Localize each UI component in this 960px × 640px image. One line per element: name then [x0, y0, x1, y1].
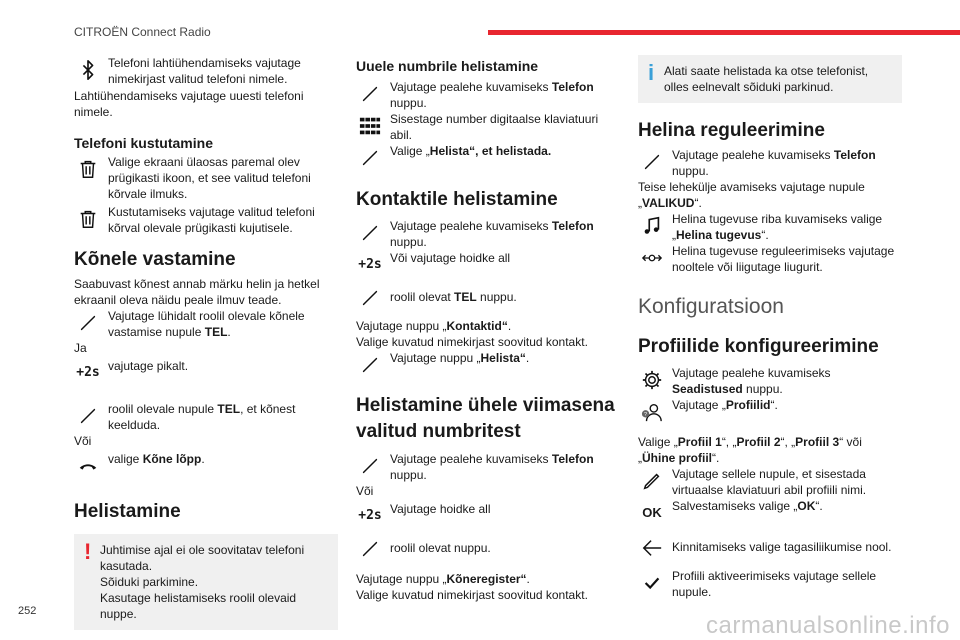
tap-icon — [356, 535, 384, 563]
reconnect-phone-text: Lahtiühendamiseks vajutage uuesti telefoni nimele. — [74, 89, 304, 119]
section-title-ringtone: Helina reguleerimine — [638, 120, 825, 141]
step-text: roolil olevat TEL nuppu. — [390, 290, 517, 304]
bluetooth-icon — [74, 56, 102, 84]
or-text: Või — [356, 484, 374, 498]
trash-icon — [74, 205, 102, 233]
tap-icon — [356, 219, 384, 247]
settings-step — [638, 365, 902, 397]
new-number-step-1 — [356, 79, 618, 111]
new-number-step-3 — [356, 143, 618, 172]
step-text: Helina tugevuse riba kuvamiseks valige „Helina tugevus“. — [672, 212, 883, 242]
section-title-calling: Helistamine — [74, 501, 181, 522]
section-title-new-number: Uuele numbrile helistamine — [356, 58, 539, 74]
info-icon: i — [648, 60, 655, 85]
tap-icon — [74, 402, 102, 430]
contact-step-2 — [356, 250, 618, 279]
step-text: Sisestage number digitaalse klaviatuuri abil. — [390, 112, 599, 142]
contact-step-1 — [356, 218, 618, 250]
press-long-step — [74, 358, 338, 387]
delete-step-2 — [74, 204, 338, 236]
trash-icon — [74, 155, 102, 183]
ok-icon: OK — [642, 505, 662, 520]
watermark: carmanualsonline.info — [706, 612, 950, 639]
section-title-call-contact: Kontaktile helistamine — [356, 189, 558, 210]
header-accent-bar — [488, 30, 960, 35]
keyboard-step — [638, 466, 902, 498]
step-text: roolil olevat nuppu. — [390, 541, 491, 555]
tap-icon — [356, 452, 384, 480]
tap-icon — [356, 144, 384, 172]
contacts-select-text: Valige kuvatud nimekirjast soovitud kontakt. — [356, 335, 588, 349]
step-text: Vajutage pealehe kuvamiseks Telefon nuppu. — [390, 452, 594, 482]
step-text: Vajutage nuppu „Helista“. — [390, 351, 530, 365]
log-select-text: Valige kuvatud nimekirjast soovitud kontakt. — [356, 588, 588, 602]
checkmark-icon — [638, 569, 666, 597]
reject-step — [74, 401, 338, 433]
step-text: Vajutage „Profiilid“. — [672, 398, 778, 412]
column-1 — [74, 55, 338, 630]
step-text: Vajutage pealehe kuvamiseks Telefon nuppu. — [390, 219, 594, 249]
delete-step-1 — [74, 154, 338, 202]
or-text: Või — [74, 434, 92, 448]
profiles-step — [638, 397, 902, 426]
hang-up-icon — [74, 452, 102, 480]
step-text: Valige „Helista“, et helistada. — [390, 144, 552, 158]
warning-exclamation-icon: ! — [84, 539, 92, 564]
step-text: Vajutage pealehe kuvamiseks Seadistused nuppu. — [672, 366, 831, 396]
warning-text: Sõiduki parkimine. — [100, 575, 199, 589]
back-step — [638, 533, 902, 562]
tap-icon — [356, 284, 384, 312]
options-instruction: Teise lehekülje avamiseks vajutage nupule „VALIKUD“. — [638, 180, 865, 210]
pencil-icon — [638, 467, 666, 495]
contact-step-3 — [356, 283, 618, 312]
music-note-icon — [638, 212, 666, 240]
info-box — [638, 55, 902, 103]
step-text: Vajutage pealehe kuvamiseks Telefon nuppu. — [390, 80, 594, 110]
section-title-delete-phone: Telefoni kustutamine — [74, 135, 213, 151]
contacts-instruction: Vajutage nuppu „Kontaktid“. — [356, 319, 512, 333]
keypad-icon — [356, 112, 384, 140]
warning-box — [74, 534, 338, 630]
step-text: Valige ekraani ülaosas paremal olev prügikasti ikoon, et see valitud telefoni kõrvale ilmuks. — [108, 155, 311, 201]
step-text: Profiili aktiveerimiseks vajutage sellele nupule. — [672, 569, 877, 599]
step-text: Vajutage sellele nupule, et sisestada virtuaalse klaviatuuri abil profiili nimi. — [672, 467, 867, 497]
step-text: valige Kõne lõpp. — [108, 452, 205, 466]
section-title-configuration: Konfiguratsioon — [638, 295, 784, 318]
column-3 — [638, 55, 902, 600]
tap-icon — [74, 309, 102, 337]
step-text: Telefoni lahtiühendamiseks vajutage nimekirjast valitud telefoni nimele. — [108, 56, 301, 86]
warning-text: Kasutage helistamiseks roolil olevaid nuppe. — [100, 591, 297, 621]
tap-icon — [356, 351, 384, 379]
back-arrow-icon — [638, 534, 666, 562]
section-title-recent-numbers: Helistamine ühele viimasena valitud numbritest — [356, 395, 615, 442]
disconnect-phone-step — [74, 55, 338, 87]
step-text: Vajutage pealehe kuvamiseks Telefon nuppu. — [672, 148, 876, 178]
step-text: Helina tugevuse reguleerimiseks vajutage nooltele või liigutage liugurit. — [672, 244, 895, 274]
step-text: Vajutage lühidalt roolil olevale kõnele vastamise nupule TEL. — [108, 309, 305, 339]
running-header-title: CITROËN Connect Radio — [74, 25, 211, 39]
step-text: Või vajutage hoidke all — [390, 251, 511, 265]
recent-step-3 — [356, 534, 618, 563]
long-press-2s-icon: +2s — [358, 508, 382, 523]
recent-step-2 — [356, 501, 618, 530]
ringtone-step-1 — [638, 147, 902, 179]
step-text: Kustutamiseks vajutage valitud telefoni kõrval olevale prügikasti kujutisele. — [108, 205, 315, 235]
step-text: vajutage pikalt. — [108, 359, 189, 373]
step-text: Vajutage hoidke all — [390, 502, 491, 516]
answer-step — [74, 308, 338, 340]
volume-adjust-step — [638, 243, 902, 275]
activate-step — [638, 568, 902, 600]
gear-icon — [638, 366, 666, 394]
tap-icon — [356, 80, 384, 108]
contact-call-step — [356, 350, 618, 379]
long-press-2s-icon: +2s — [76, 365, 100, 380]
new-number-step-2 — [356, 111, 618, 143]
svg-text:?: ? — [644, 412, 648, 419]
profile-user-icon — [638, 398, 666, 426]
long-press-2s-icon: +2s — [358, 257, 382, 272]
warning-text: Juhtimise ajal ei ole soovitatav telefoni kasutada. — [100, 543, 305, 573]
section-title-profiles: Profiilide konfigureerimine — [638, 336, 879, 357]
tap-icon — [638, 148, 666, 176]
and-text: Ja — [74, 341, 87, 355]
slider-arrows-icon — [638, 244, 666, 272]
recent-step-1 — [356, 451, 618, 483]
save-step — [638, 498, 902, 527]
column-2 — [356, 57, 618, 603]
section-title-answer-call: Kõnele vastamine — [74, 249, 236, 270]
step-text: roolil olevale nupule TEL, et kõnest keelduda. — [108, 402, 296, 432]
choose-profile-instruction: Valige „Profiil 1“, „Profiil 2“, „Profiil 3“ või „Ühine profiil“. — [638, 435, 862, 465]
step-text: Kinnitamiseks valige tagasiliikumise nool. — [672, 540, 892, 554]
page-number: 252 — [18, 605, 37, 617]
volume-step — [638, 211, 902, 243]
info-text: Alati saate helistada ka otse telefonist, olles eelnevalt sõiduki parkinud. — [664, 64, 869, 94]
step-text: Salvestamiseks valige „OK“. — [672, 499, 823, 513]
end-call-step — [74, 451, 338, 480]
answer-intro-text: Saabuvast kõnest annab märku helin ja hetkel ekraanil oleva näidu peale ilmuv teade. — [74, 277, 320, 307]
log-instruction: Vajutage nuppu „Kõneregister“. — [356, 572, 530, 586]
